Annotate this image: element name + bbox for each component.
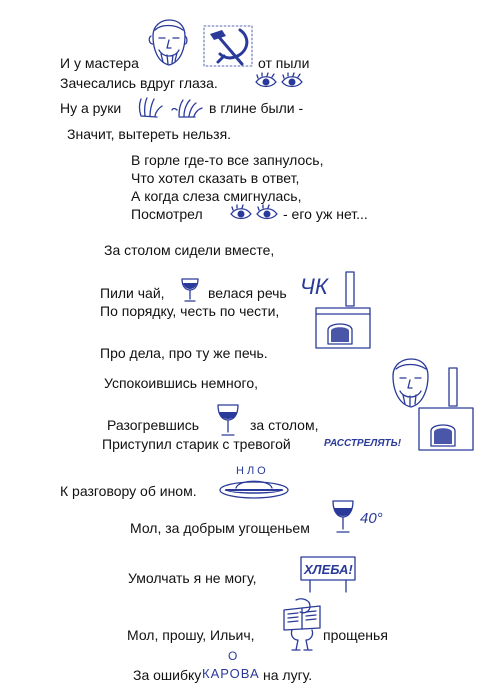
poem-line: Посмотрел [131,206,203,222]
poem-line: Мол, прошу, Ильич, [127,627,255,643]
stove-icon [415,364,477,454]
poem-line: И у мастера [60,55,139,71]
poem-line: на лугу. [263,667,313,683]
poem-line: За ошибку [133,667,202,683]
chk-label: ЧК [300,274,328,299]
poem-line: А когда слеза смигнулась, [131,188,302,204]
poem-line: В горле где-то все запнулось, [131,152,324,168]
poem-line: Успокоившись немного, [104,375,259,391]
stove-icon [312,268,374,353]
shoot-label: РАССТРЕЛЯТЬ! [324,438,402,449]
poem-line: Умолчать я не могу, [128,570,257,586]
poem-line: Ну а руки [60,100,122,116]
poem-line: Разогревшись [107,417,200,433]
cow-o-label: О [228,649,238,663]
poem-line: прощенья [323,627,388,643]
wine-glass-icon [330,498,356,536]
poem-line: Мол, за добрым угощеньем [130,520,310,536]
eyes-icon [253,72,305,92]
poem-line: - его уж нет... [283,206,368,222]
poem-line: в глине были - [209,100,304,116]
cow-word [200,648,266,684]
ufo-label: НЛО [236,465,269,477]
wine-glass-icon [215,402,241,438]
hammer-sickle-icon [200,20,256,70]
cow-label: КАРОВА [202,666,260,681]
poem-line: Приступил старик с тревогой [102,436,291,452]
bread-label: ХЛЕБА! [304,562,353,577]
poem-line: Про дела, про ту же печь. [100,345,268,361]
poem-line: Что хотел сказать в ответ, [131,170,300,186]
eyes-icon [228,204,280,224]
poem-line: Зачесались вдруг глаза. [60,75,218,91]
poem-line: Значит, вытереть нельзя. [67,126,232,142]
poem-line: Пили чай, [100,285,165,301]
poem-line: К разговору об ином. [60,483,197,499]
hands-icon [135,96,207,120]
degrees-label: 40° [360,510,383,527]
wine-glass-icon [179,276,201,304]
ufo-icon [214,460,294,504]
poem-line: По порядку, честь по чести, [100,303,280,319]
poem-line: За столом сидели вместе, [104,242,275,258]
old-man-head-icon [145,18,191,68]
bread-placard-icon [298,554,358,594]
poem-line: велася речь [208,285,287,301]
degrees-mark [358,506,392,528]
poem-line: от пыли [258,55,310,71]
reading-man-icon [278,596,326,652]
shoot-sign [322,430,402,452]
poem-line: за столом, [250,417,319,433]
